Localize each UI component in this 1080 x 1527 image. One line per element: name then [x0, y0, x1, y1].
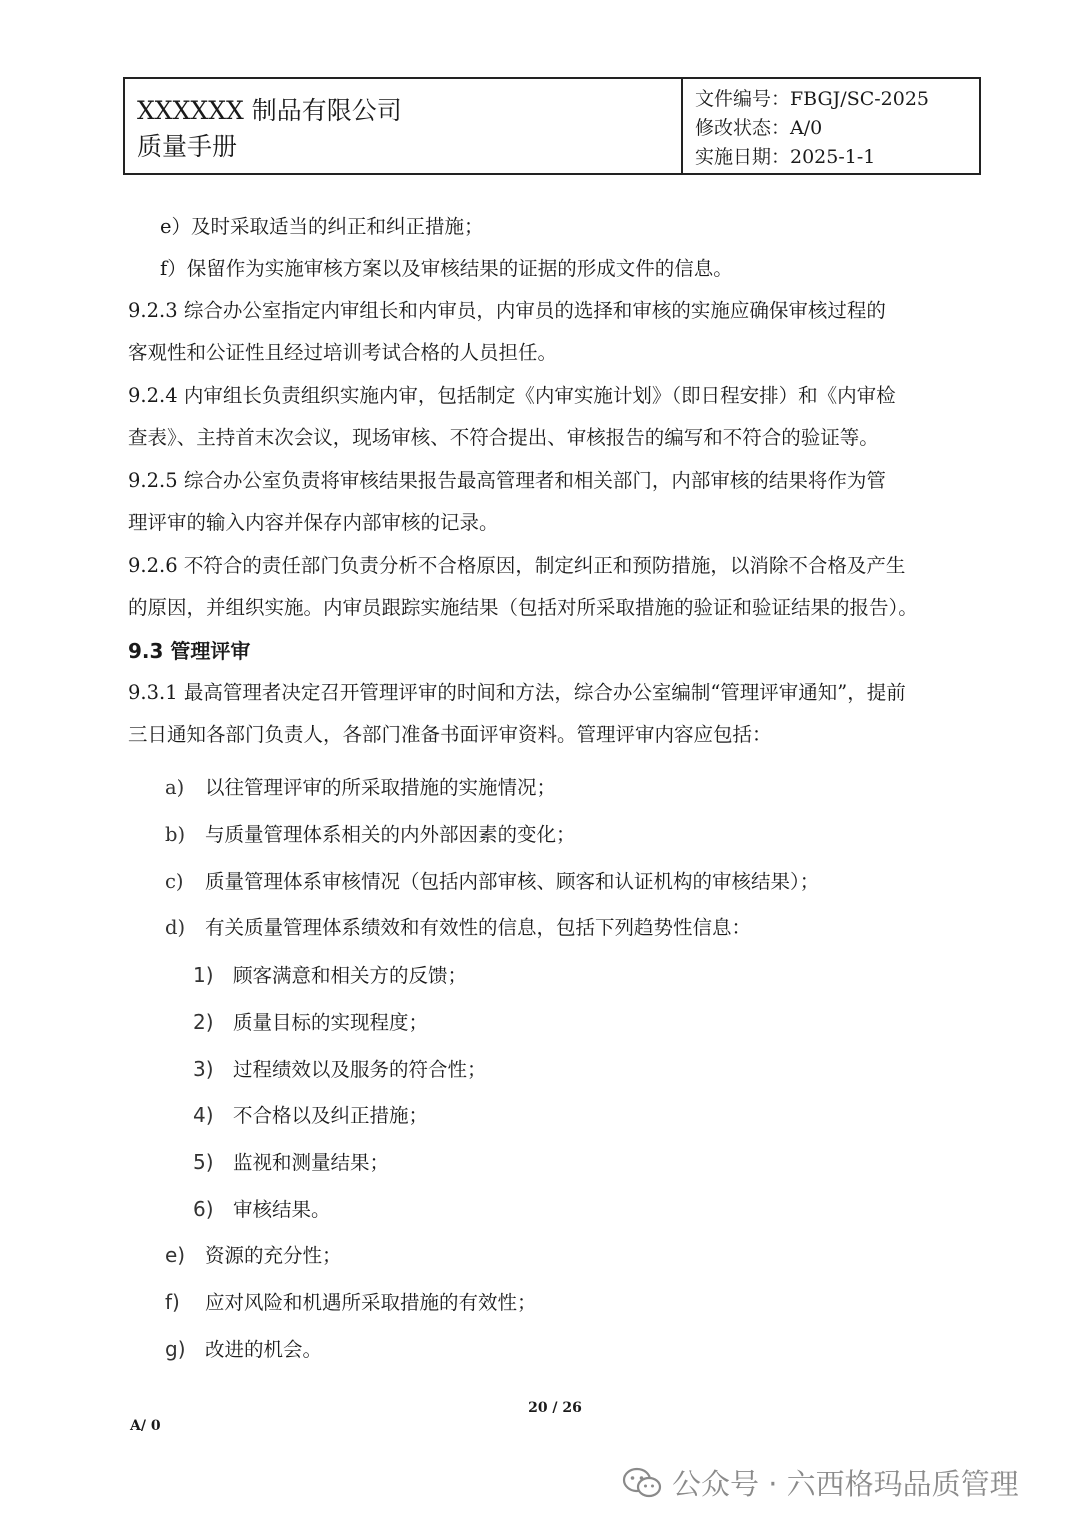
sub-list-item — [193, 1054, 487, 1085]
list-text: 改进的机会。 — [205, 1338, 323, 1361]
list-text: 不合格以及纠正措施； — [233, 1104, 429, 1127]
footer-revision: A/ 0 — [130, 1418, 161, 1434]
header-right-cell — [683, 79, 979, 173]
list-item — [165, 867, 819, 897]
wechat-icon — [622, 1467, 662, 1499]
header-left-cell — [125, 79, 683, 173]
item-f: f）保留作为实施审核方案以及审核结果的证据的形成文件的信息。 — [160, 257, 733, 280]
watermark — [622, 1462, 1019, 1503]
document-header — [123, 77, 981, 175]
list-marker: a) — [165, 776, 185, 799]
clause-9-3-1-line2: 三日通知各部门负责人，各部门准备书面评审资料。管理评审内容应包括： — [128, 723, 772, 746]
list-text: 应对风险和机遇所采取措施的有效性； — [205, 1291, 537, 1314]
sub-list-item — [193, 1007, 428, 1038]
list-text: 审核结果。 — [233, 1198, 331, 1221]
list-item — [165, 1287, 537, 1318]
list-item — [165, 820, 576, 850]
list-marker: f) — [165, 1290, 180, 1314]
list-text: 资源的充分性； — [205, 1244, 342, 1267]
list-marker: 6) — [193, 1197, 214, 1221]
list-text: 过程绩效以及服务的符合性； — [233, 1058, 487, 1081]
list-marker: 5) — [193, 1150, 214, 1174]
sub-list-item — [193, 1100, 428, 1131]
list-marker: 2) — [193, 1010, 214, 1034]
list-item — [165, 1240, 342, 1271]
list-marker: b) — [165, 823, 186, 846]
clause-9-2-3-line2: 客观性和公证性且经过培训考试合格的人员担任。 — [128, 341, 558, 364]
clause-9-2-5-line1: 9.2.5 综合办公室负责将审核结果报告最高管理者和相关部门，内部审核的结果将作为管 — [128, 469, 886, 492]
list-marker: e) — [165, 1243, 186, 1267]
section-heading-9-3: 9.3 管理评审 — [128, 639, 251, 663]
doc-number: 文件编号：FBGJ/SC-2025 — [695, 88, 930, 110]
list-text: 以往管理评审的所采取措施的实施情况； — [205, 776, 557, 799]
list-item — [165, 913, 751, 943]
manual-title: 质量手册 — [137, 132, 238, 161]
clause-9-2-3-line1: 9.2.3 综合办公室指定内审组长和内审员，内审员的选择和审核的实施应确保审核过程的 — [128, 299, 886, 322]
clause-9-2-5-line2: 理评审的输入内容并保存内部审核的记录。 — [128, 511, 499, 534]
clause-9-2-4-line2: 查表》、主持首末次会议，现场审核、不符合提出、审核报告的编写和不符合的验证等。 — [128, 426, 879, 449]
list-item — [165, 1334, 322, 1365]
clause-9-2-4-line1: 9.2.4 内审组长负责组织实施内审，包括制定《内审实施计划》（即日程安排）和《内审检 — [128, 384, 896, 407]
list-text: 与质量管理体系相关的内外部因素的变化； — [205, 823, 576, 846]
list-marker: 1) — [193, 963, 214, 987]
list-marker: 3) — [193, 1057, 214, 1081]
list-marker: d) — [165, 916, 186, 939]
list-item — [165, 773, 556, 803]
page-number: 20 / 26 — [528, 1400, 582, 1416]
revision-status: 修改状态：A/0 — [695, 117, 823, 139]
item-e: e）及时采取适当的纠正和纠正措施； — [160, 215, 484, 238]
sub-list-item — [193, 1194, 331, 1225]
clause-9-2-6-line2: 的原因，并组织实施。内审员跟踪实施结果（包括对所采取措施的验证和验证结果的报告）。 — [128, 596, 918, 619]
list-text: 质量管理体系审核情况（包括内部审核、顾客和认证机构的审核结果）； — [205, 870, 820, 893]
list-marker: g) — [165, 1337, 186, 1361]
list-text: 有关质量管理体系绩效和有效性的信息，包括下列趋势性信息： — [205, 916, 752, 939]
company-name: XXXXXX 制品有限公司 — [137, 96, 402, 125]
clause-9-3-1-line1: 9.3.1 最高管理者决定召开管理评审的时间和方法，综合办公室编制“管理评审通知”，提前 — [128, 681, 906, 704]
watermark-text: 公众号 · 六西格玛品质管理 — [672, 1467, 1019, 1501]
list-text: 顾客满意和相关方的反馈； — [233, 964, 468, 987]
list-text: 质量目标的实现程度； — [233, 1011, 429, 1034]
clause-9-2-6-line1: 9.2.6 不符合的责任部门负责分析不合格原因，制定纠正和预防措施，以消除不合格及产生 — [128, 554, 906, 577]
sub-list-item — [193, 1147, 389, 1178]
list-marker: c) — [165, 870, 184, 893]
effective-date: 实施日期：2025-1-1 — [695, 146, 876, 168]
list-marker: 4) — [193, 1103, 214, 1127]
sub-list-item — [193, 960, 467, 991]
list-text: 监视和测量结果； — [233, 1151, 390, 1174]
